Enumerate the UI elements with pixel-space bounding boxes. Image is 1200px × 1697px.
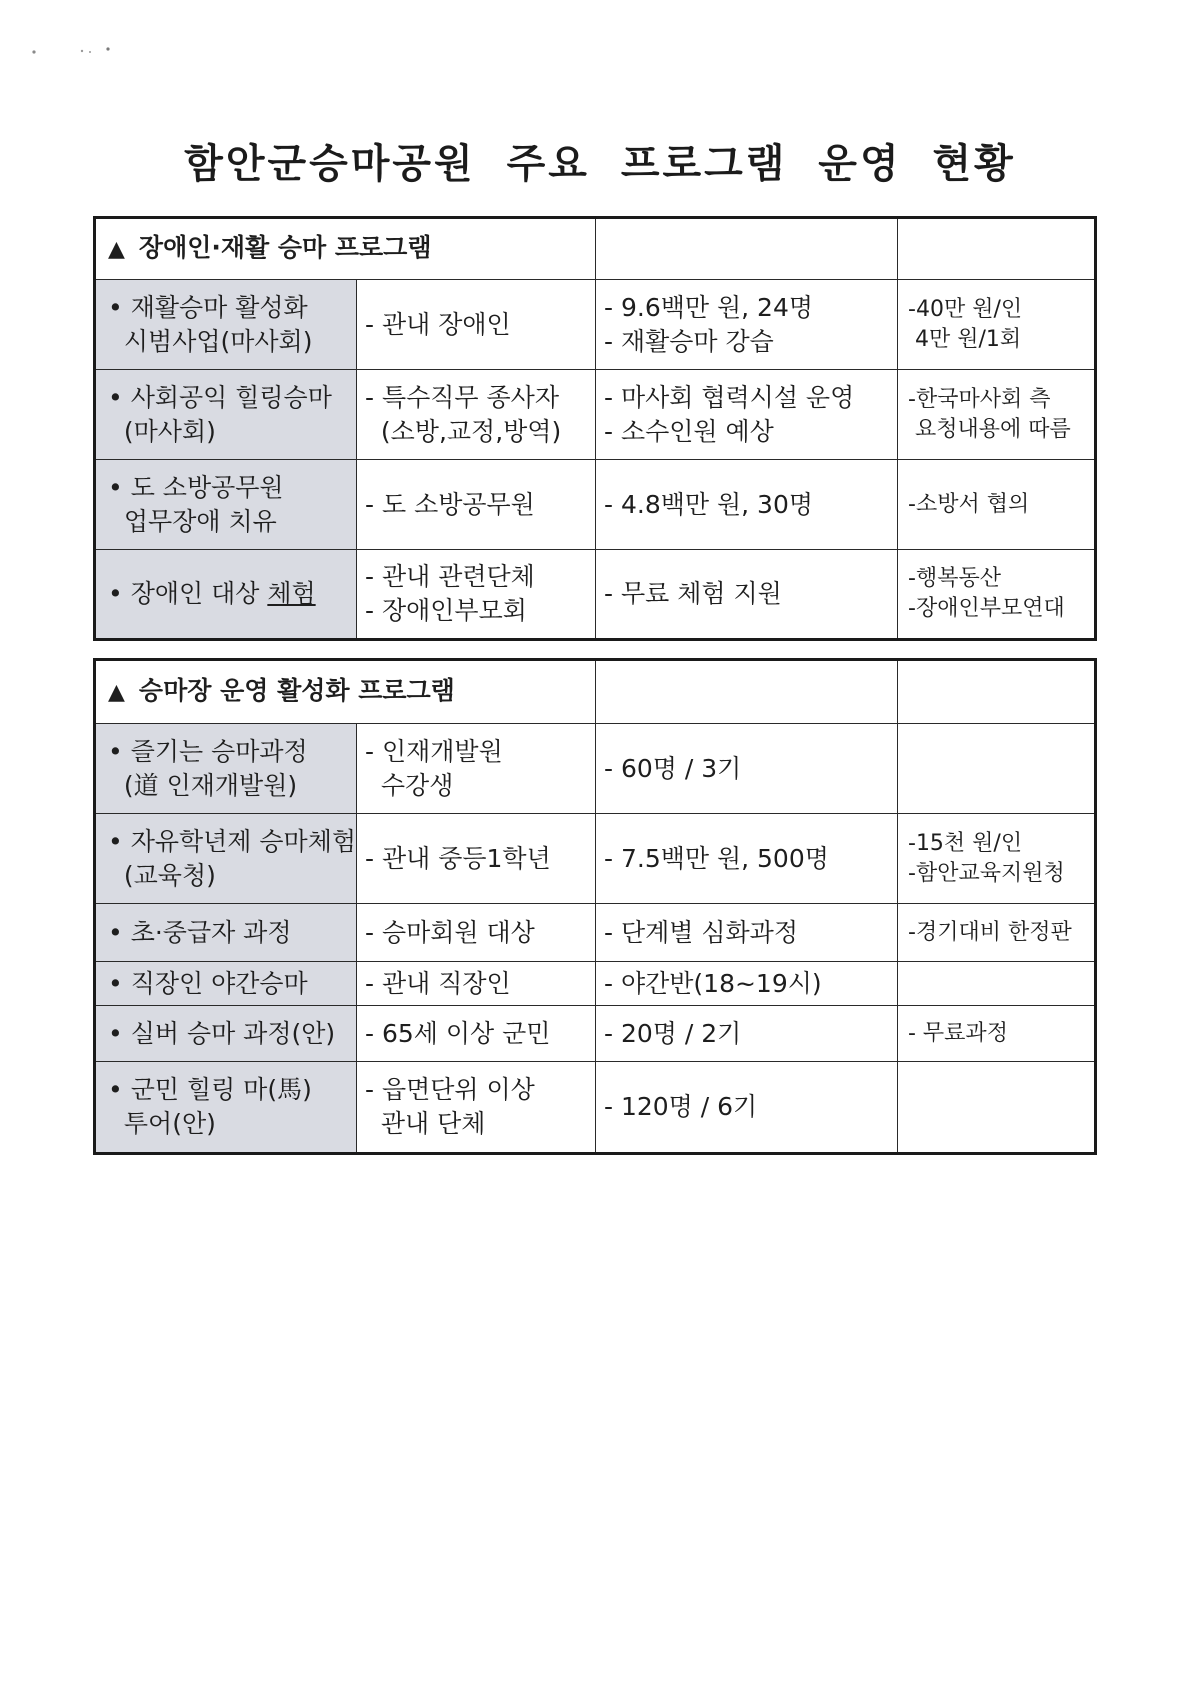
table-row [95, 280, 1096, 370]
empty-header-cell [596, 218, 898, 280]
program-name [95, 550, 357, 640]
program-detail: - 무료 체험 지원 [596, 550, 898, 640]
triangle-marker-icon: ▲ [108, 237, 125, 262]
program-detail: - 단계별 심화과정 [596, 904, 898, 962]
program-target: - 도 소방공무원 [357, 460, 596, 550]
table-row [95, 904, 1096, 962]
program-name: • 도 소방공무원 업무장애 치유 [95, 460, 357, 550]
program-name: • 사회공익 힐링승마 (마사회) [95, 370, 357, 460]
program-target: - 관내 직장인 [357, 962, 596, 1006]
program-target: - 관내 장애인 [357, 280, 596, 370]
program-note [898, 1062, 1096, 1154]
table-row [95, 1006, 1096, 1062]
page-title: 함안군승마공원 주요 프로그램 운영 현황 [184, 141, 1016, 187]
program-target: - 특수직무 종사자 (소방,교정,방역) [357, 370, 596, 460]
section-title-cell [95, 218, 596, 280]
program-note [898, 724, 1096, 814]
empty-header-cell [898, 660, 1096, 724]
program-name: • 군민 힐링 마(馬) 투어(안) [95, 1062, 357, 1154]
program-name: • 자유학년제 승마체험 (교육청) [95, 814, 357, 904]
program-target: - 관내 중등1학년 [357, 814, 596, 904]
program-note: -15천 원/인 -함안교육지원청 [898, 814, 1096, 904]
section-title: 승마장 운영 활성화 프로그램 [138, 676, 455, 705]
table-row [95, 370, 1096, 460]
empty-header-cell [898, 218, 1096, 280]
scan-specks [30, 44, 130, 56]
program-detail: - 마사회 협력시설 운영 - 소수인원 예상 [596, 370, 898, 460]
section-header-row [95, 218, 1096, 280]
program-note: -소방서 협의 [898, 460, 1096, 550]
section-title-cell [95, 660, 596, 724]
table-row [95, 814, 1096, 904]
program-target: - 승마회원 대상 [357, 904, 596, 962]
program-target: - 관내 관련단체 - 장애인부모회 [357, 550, 596, 640]
program-note: -행복동산 -장애인부모연대 [898, 550, 1096, 640]
table-row [95, 1062, 1096, 1154]
table-row [95, 724, 1096, 814]
program-name: • 직장인 야간승마 [95, 962, 357, 1006]
program-detail: - 7.5백만 원, 500명 [596, 814, 898, 904]
program-note: -한국마사회 측 요청내용에 따름 [898, 370, 1096, 460]
program-detail: - 120명 / 6기 [596, 1062, 898, 1154]
program-name: • 초·중급자 과정 [95, 904, 357, 962]
program-target: - 65세 이상 군민 [357, 1006, 596, 1062]
section-header-row [95, 660, 1096, 724]
triangle-marker-icon: ▲ [108, 680, 125, 705]
program-note: -경기대비 한정판 [898, 904, 1096, 962]
section-title: 장애인·재활 승마 프로그램 [138, 233, 432, 262]
program-name-underlined: 체험 [267, 579, 316, 608]
program-target: - 읍면단위 이상 관내 단체 [357, 1062, 596, 1154]
program-note: - 무료과정 [898, 1006, 1096, 1062]
program-detail: - 60명 / 3기 [596, 724, 898, 814]
program-name-text: • 장애인 대상 [108, 579, 268, 608]
program-note [898, 962, 1096, 1006]
table-row [95, 550, 1096, 640]
program-note: -40만 원/인 4만 원/1회 [898, 280, 1096, 370]
disability-rehab-program-table [93, 216, 1097, 641]
program-name: • 재활승마 활성화 시범사업(마사회) [95, 280, 357, 370]
program-detail: - 야간반(18~19시) [596, 962, 898, 1006]
program-target: - 인재개발원 수강생 [357, 724, 596, 814]
program-detail: - 4.8백만 원, 30명 [596, 460, 898, 550]
table-row [95, 460, 1096, 550]
program-detail: - 9.6백만 원, 24명 - 재활승마 강습 [596, 280, 898, 370]
riding-activation-program-table [93, 658, 1097, 1155]
table-row [95, 962, 1096, 1006]
empty-header-cell [596, 660, 898, 724]
program-name: • 실버 승마 과정(안) [95, 1006, 357, 1062]
program-name: • 즐기는 승마과정 (道 인재개발원) [95, 724, 357, 814]
program-detail: - 20명 / 2기 [596, 1006, 898, 1062]
